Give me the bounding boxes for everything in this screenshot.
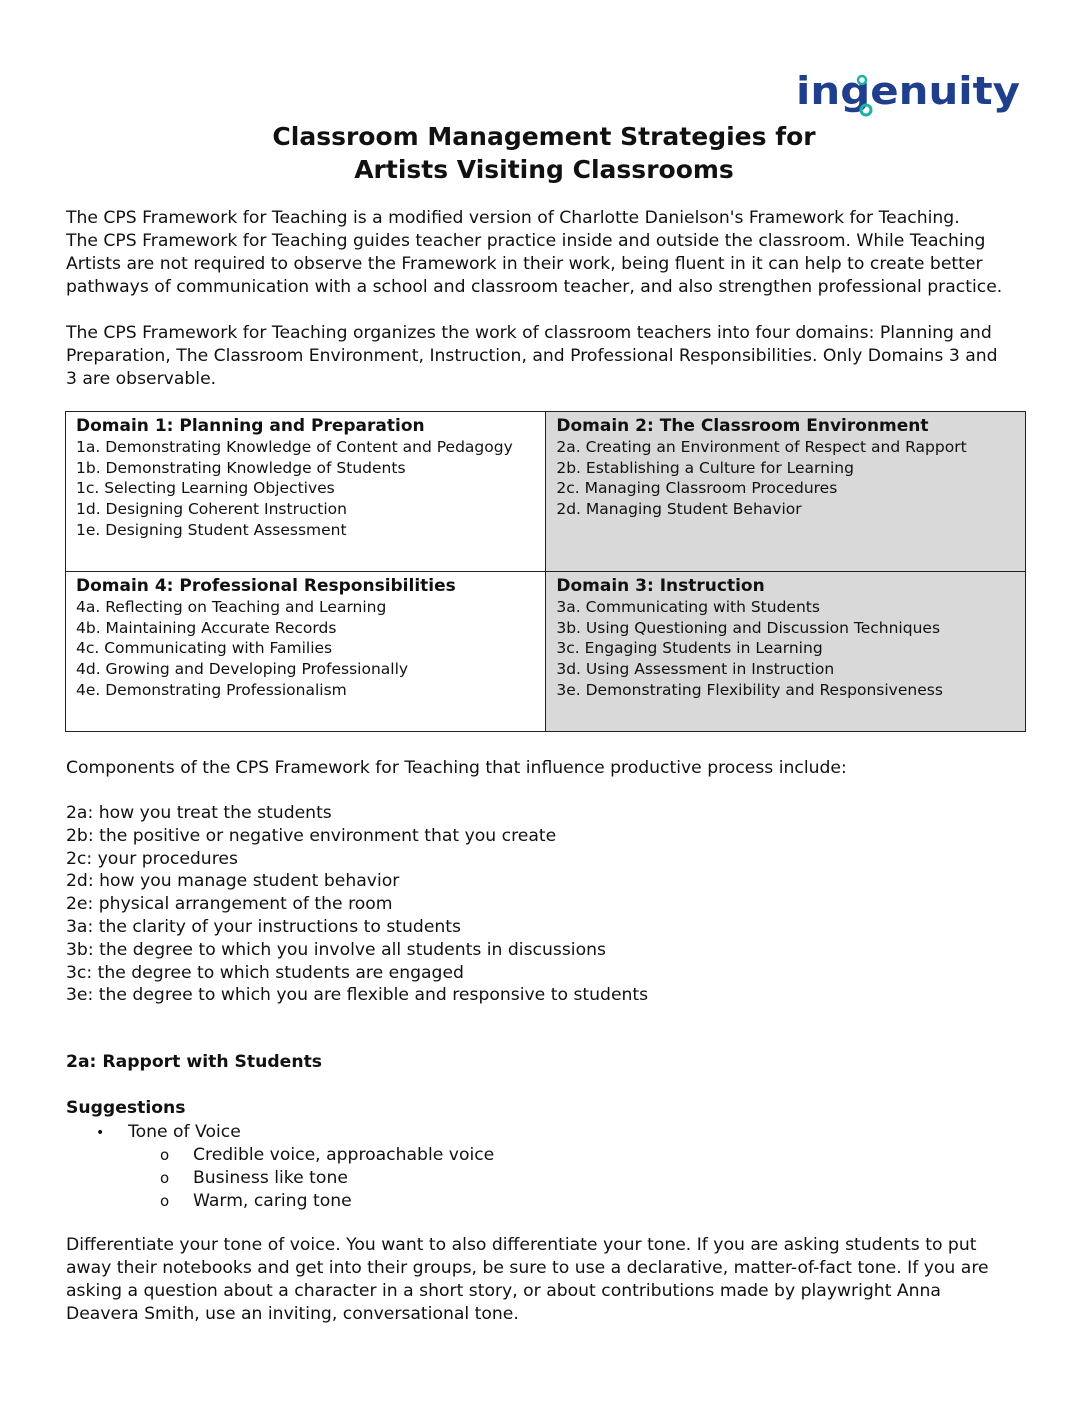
domain-item: 1a. Demonstrating Knowledge of Content and Pedagogy	[76, 438, 513, 456]
domain-item: 1e. Designing Student Assessment	[76, 520, 347, 539]
intro-paragraph-1	[66, 207, 1036, 299]
domains-row	[66, 572, 1026, 732]
domain-item: 4c. Communicating with Families	[76, 639, 333, 658]
domain-item: 2b. Establishing a Culture for Learning	[556, 458, 854, 477]
component-item: 3b: the degree to which you involve all students in discussions	[66, 939, 606, 960]
intro-p2-line: 3 are observable.	[66, 369, 217, 389]
domain-2-cell	[546, 412, 1026, 572]
ingenuity-logo	[796, 70, 1022, 118]
domain-item: 1b. Demonstrating Knowledge of Students	[76, 458, 406, 477]
closing-line: Deavera Smith, use an inviting, conversational tone.	[66, 1304, 519, 1324]
component-item: 2c: your procedures	[66, 848, 238, 869]
bullet-item	[96, 1121, 241, 1145]
intro-p1-line: The CPS Framework for Teaching is a modified version of Charlotte Danielson's Framework for Teaching.	[66, 208, 960, 228]
intro-p1-line: The CPS Framework for Teaching guides teacher practice inside and outside the classroom. While Teaching	[66, 231, 986, 251]
component-item: 2d: how you manage student behavior	[66, 871, 400, 892]
domain-1-title: Domain 1: Planning and Preparation	[76, 416, 425, 436]
domain-1-cell	[66, 412, 546, 572]
sub-bullet-item	[160, 1144, 494, 1167]
domain-item: 3c. Engaging Students in Learning	[556, 639, 823, 658]
sub-bullet-text: Business like tone	[193, 1168, 348, 1188]
domain-3-cell	[546, 572, 1026, 732]
intro-p1-line: pathways of communication with a school and classroom teacher, and also strengthen professional practice.	[66, 277, 1003, 297]
intro-p2-line: Preparation, The Classroom Environment, Instruction, and Professional Responsibilities. Only Domains 3 and	[66, 346, 998, 366]
domain-3-title: Domain 3: Instruction	[556, 576, 765, 596]
domain-item: 3b. Using Questioning and Discussion Techniques	[556, 618, 941, 637]
sub-bullet-list	[160, 1144, 494, 1213]
component-item: 3a: the clarity of your instructions to students	[66, 916, 461, 937]
domain-item: 2d. Managing Student Behavior	[556, 500, 802, 519]
domain-4-title: Domain 4: Professional Responsibilities	[76, 576, 456, 596]
svg-text:ingenuity: ingenuity	[796, 70, 1021, 113]
domain-item: 1c. Selecting Learning Objectives	[76, 479, 335, 498]
component-item: 2a: how you treat the students	[66, 803, 332, 823]
title-line-2: Artists Visiting Classrooms	[354, 155, 734, 184]
domain-item: 2a. Creating an Environment of Respect and Rapport	[556, 438, 967, 456]
domain-item: 3e. Demonstrating Flexibility and Responsiveness	[556, 680, 943, 699]
sub-bullet-text: Credible voice, approachable voice	[193, 1145, 495, 1165]
title-line-1: Classroom Management Strategies for	[272, 122, 816, 151]
components-intro-text: Components of the CPS Framework for Teaching that influence productive process include:	[66, 758, 847, 778]
intro-paragraph-2	[66, 322, 1036, 391]
component-item: 2b: the positive or negative environment that you create	[66, 825, 557, 846]
components-intro	[66, 757, 1036, 780]
sub-bullet-text: Warm, caring tone	[193, 1191, 352, 1211]
domain-item: 3a. Communicating with Students	[556, 598, 820, 616]
domain-item: 4a. Reflecting on Teaching and Learning	[76, 598, 387, 616]
component-item: 3c: the degree to which students are engaged	[66, 962, 464, 983]
intro-p2-line: The CPS Framework for Teaching organizes the work of classroom teachers into four domains: Planning and	[66, 323, 992, 343]
domain-item: 4e. Demonstrating Professionalism	[76, 680, 347, 699]
closing-line: asking a question about a character in a short story, or about contributions made by playwright Anna	[66, 1281, 941, 1301]
domain-item: 4b. Maintaining Accurate Records	[76, 618, 337, 637]
domain-item: 4d. Growing and Developing Professionally	[76, 660, 409, 679]
section-heading: 2a: Rapport with Students	[66, 1052, 323, 1072]
domain-item: 2c. Managing Classroom Procedures	[556, 479, 838, 498]
closing-paragraph	[66, 1234, 1036, 1326]
domain-item: 1d. Designing Coherent Instruction	[76, 500, 347, 519]
domains-table	[65, 411, 1026, 732]
sub-bullet-marker: o	[160, 1192, 170, 1210]
sub-bullet-marker: o	[160, 1169, 170, 1187]
component-item: 2e: physical arrangement of the room	[66, 894, 393, 915]
closing-line: away their notebooks and get into their groups, be sure to use a declarative, matter-of-fact tone. If you are	[66, 1258, 989, 1278]
component-item: 3e: the degree to which you are flexible and responsive to students	[66, 985, 649, 1006]
domain-item: 3d. Using Assessment in Instruction	[556, 660, 835, 679]
sub-bullet-marker: o	[160, 1146, 170, 1164]
sub-bullet-item	[160, 1167, 494, 1190]
bullet-text: Tone of Voice	[128, 1122, 241, 1142]
components-list	[66, 802, 648, 1007]
domain-2-title: Domain 2: The Classroom Environment	[556, 416, 929, 436]
bullet-marker: •	[96, 1125, 105, 1141]
suggestions-heading: Suggestions	[66, 1098, 186, 1118]
intro-p1-line: Artists are not required to observe the Framework in their work, being fluent in it can help to create better	[66, 254, 983, 274]
page-title	[0, 120, 1088, 186]
domains-row	[66, 412, 1026, 572]
closing-line: Differentiate your tone of voice. You want to also differentiate your tone. If you are asking students to put	[66, 1235, 977, 1255]
domain-4-cell	[66, 572, 546, 732]
sub-bullet-item	[160, 1190, 494, 1213]
